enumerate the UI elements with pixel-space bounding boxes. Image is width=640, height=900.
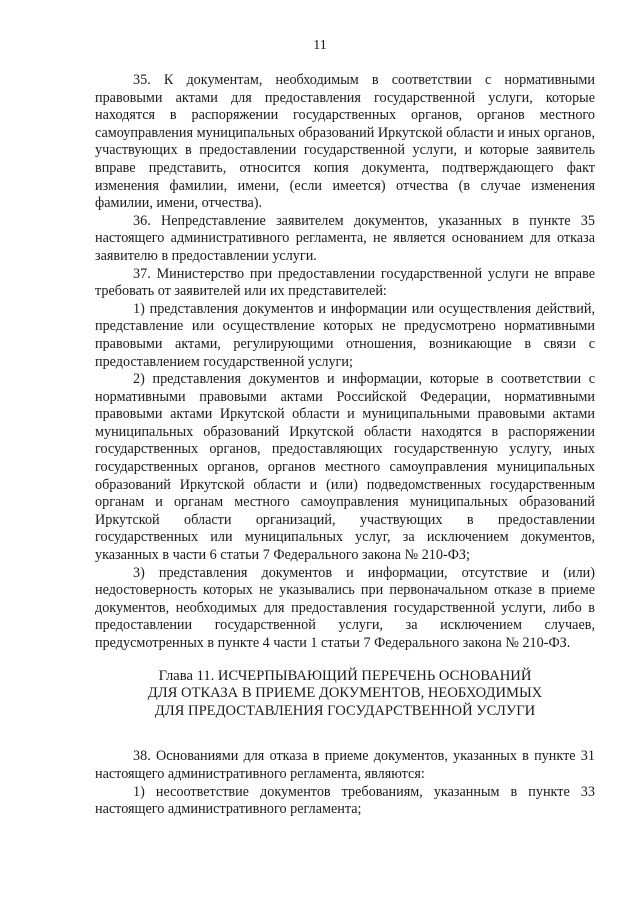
chapter-heading-line-2: ДЛЯ ОТКАЗА В ПРИЕМЕ ДОКУМЕНТОВ, НЕОБХОДИМЫХ: [147, 685, 543, 702]
paragraph-37-item-3: 3) представления документов и информации, отсутствие и (или) недостоверность которых не указывались при первоначальном отказе в приеме документов, необходимых для предоставления государственной услуги, либо в предоставлении государственной услуги, за исключением случаев, предусмотренных в пункте 4 части 1 статьи 7 Федерального закона № 210-ФЗ.: [95, 564, 595, 651]
paragraph-37: 37. Министерство при предоставлении государственной услуги не вправе требовать от заявителей или их представителей:: [95, 265, 595, 300]
chapter-heading-line-1: Глава 11. ИСЧЕРПЫВАЮЩИЙ ПЕРЕЧЕНЬ ОСНОВАНИЙ: [158, 667, 532, 684]
paragraph-36: 36. Непредставление заявителем документов, указанных в пункте 35 настоящего административного регламента, не является основанием для отказа заявителю в предоставлении услуги.: [95, 212, 595, 264]
paragraph-38-item-1: 1) несоответствие документов требованиям, указанным в пункте 33 настоящего административного регламента;: [95, 783, 595, 818]
page-number: 11: [313, 38, 327, 53]
chapter-heading: [95, 668, 595, 721]
document-body: [95, 72, 595, 819]
chapter-heading-line-3: ДЛЯ ПРЕДОСТАВЛЕНИЯ ГОСУДАРСТВЕННОЙ УСЛУГИ: [154, 702, 536, 719]
paragraph-37-item-2: 2) представления документов и информации, которые в соответствии с нормативными правовыми актами Российской Федерации, нормативными правовыми актами Иркутской области и муниципальными правовыми актами муниципальных образований Иркутской области находятся в распоряжении государственных органов, предоставляющих государственную услугу, иных государственных органов, органов местного самоуправления муниципальных образований Иркутской области и (или) подведомственных государственным органам и органам местного самоуправления муниципальных образований Иркутской области организаций, участвующих в предоставлении государственных или муниципальных услуг, за исключением документов, указанных в части 6 статьи 7 Федерального закона № 210-ФЗ;: [95, 371, 595, 564]
paragraph-35: 35. К документам, необходимым в соответствии с нормативными правовыми актами для предоставления государственной услуги, которые находятся в распоряжении государственных органов, органов местного самоуправления муниципальных образований Иркутской области и иных органов, участвующих в предоставлении государственной услуги, и которые заявитель вправе представить, относится копия документа, подтверждающего факт изменения фамилии, имени, (если имеется) отчества (в случае изменения фамилии, имени, отчества).: [95, 72, 595, 212]
paragraph-37-item-1: 1) представления документов и информации или осуществления действий, представление или осуществление которых не предусмотрено нормативными правовыми актами, регулирующими отношения, возникающие в связи с предоставлением государственной услуги;: [95, 300, 595, 370]
paragraph-38: 38. Основаниями для отказа в приеме документов, указанных в пункте 31 настоящего административного регламента, являются:: [95, 748, 595, 782]
